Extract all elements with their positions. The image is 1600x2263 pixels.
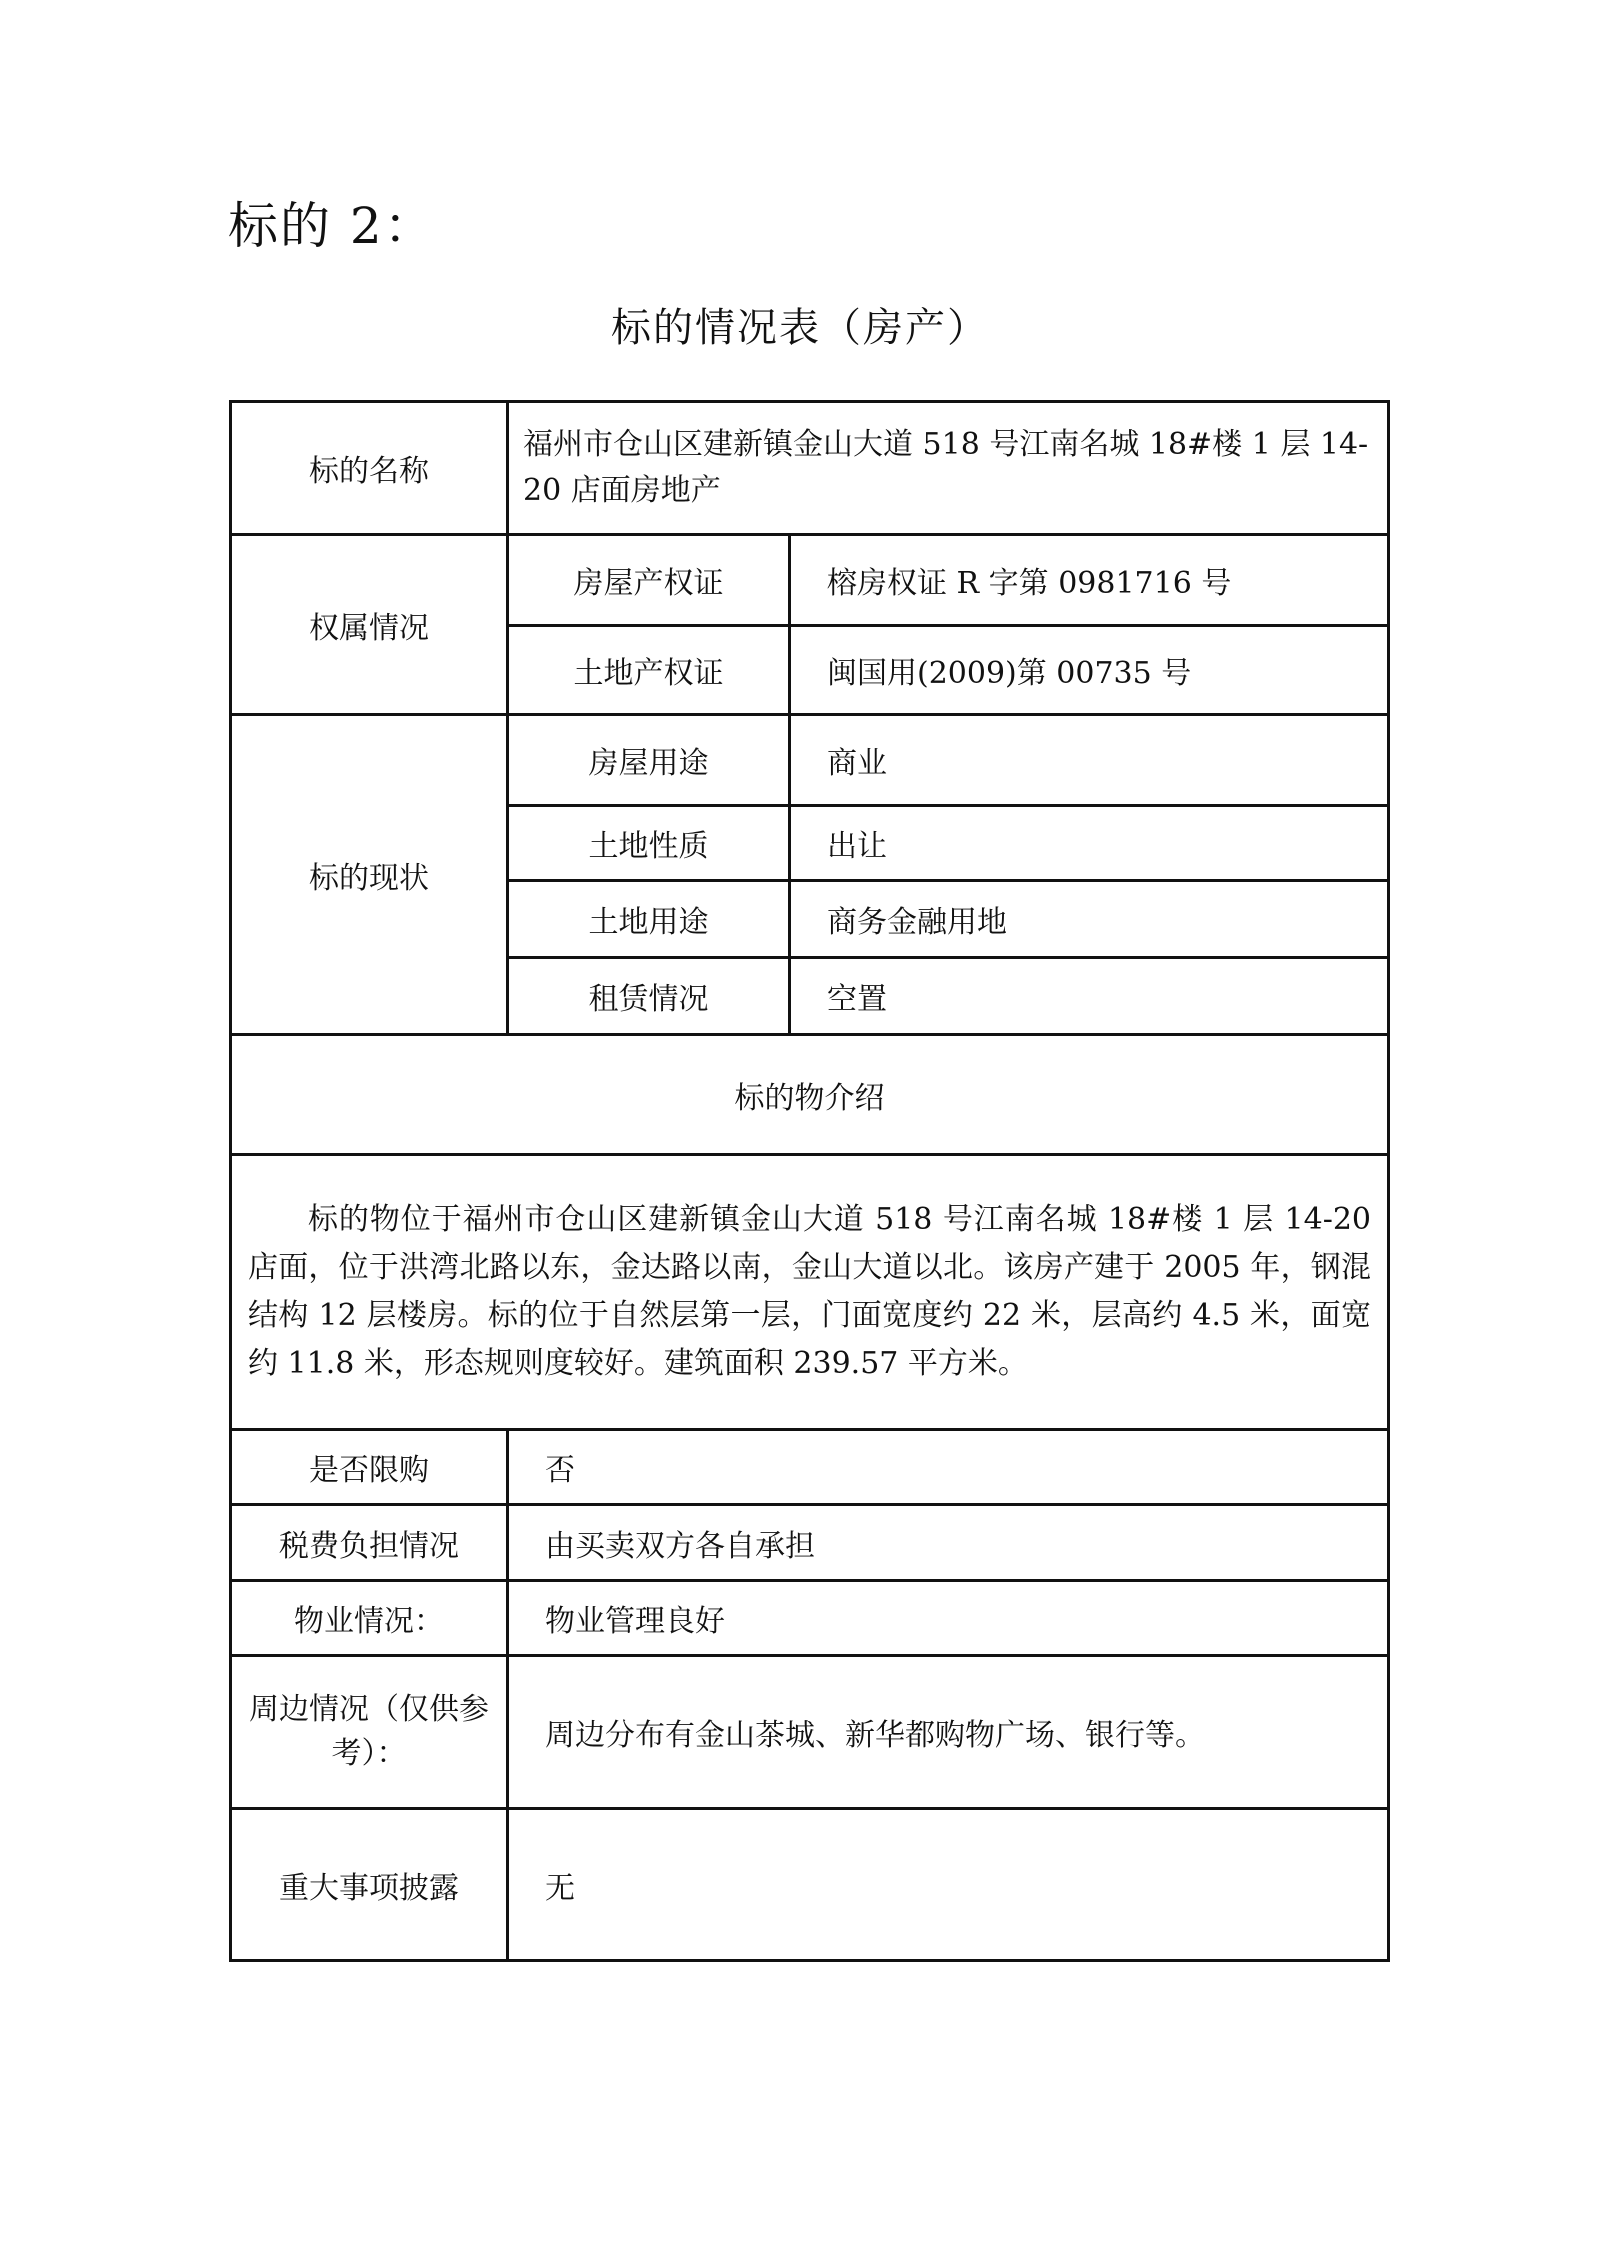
row-intro-header [231,1035,1389,1155]
page-heading: 标的 2： [228,197,436,255]
property-management-label: 物业情况： [231,1581,508,1656]
disclosure-label: 重大事项披露 [231,1809,508,1961]
lease-status-label: 租赁情况 [508,958,790,1035]
row-tax [231,1505,1389,1581]
intro-text: 标的物位于福州市仓山区建新镇金山大道 518 号江南名城 18#楼 1 层 14-20 店面，位于洪湾北路以东，金达路以南，金山大道以北。该房产建于 2005 年，钢混结构 12 层楼房。标的位于自然层第一层，门面宽度约 22 米，层高约 4.5 米，面宽约 11.8 米，形态规则度较好。建筑面积 239.57 平方米。 [231,1155,1389,1430]
house-certificate-label: 房屋产权证 [508,535,790,626]
row-surroundings [231,1656,1389,1809]
tax-value: 由买卖双方各自承担 [508,1505,1389,1581]
row-intro-text [231,1155,1389,1430]
land-certificate-value: 闽国用(2009)第 00735 号 [790,626,1389,715]
purchase-limit-label: 是否限购 [231,1430,508,1505]
property-info-table [229,400,1390,1962]
property-name-label: 标的名称 [231,402,508,535]
house-certificate-value: 榕房权证 R 字第 0981716 号 [790,535,1389,626]
lease-status-value: 空置 [790,958,1389,1035]
row-property-management [231,1581,1389,1656]
purchase-limit-value: 否 [508,1430,1389,1505]
land-nature-value: 出让 [790,806,1389,881]
ownership-label: 权属情况 [231,535,508,715]
land-certificate-label: 土地产权证 [508,626,790,715]
document-title: 标的情况表（房产） [611,305,989,351]
intro-header: 标的物介绍 [231,1035,1389,1155]
row-disclosure [231,1809,1389,1961]
land-usage-label: 土地用途 [508,881,790,958]
property-management-value: 物业管理良好 [508,1581,1389,1656]
row-ownership-1 [231,535,1389,626]
land-usage-value: 商务金融用地 [790,881,1389,958]
house-usage-label: 房屋用途 [508,715,790,806]
surroundings-value: 周边分布有金山茶城、新华都购物广场、银行等。 [508,1656,1389,1809]
row-status-1 [231,715,1389,806]
row-purchase-limit [231,1430,1389,1505]
land-nature-label: 土地性质 [508,806,790,881]
house-usage-value: 商业 [790,715,1389,806]
tax-label: 税费负担情况 [231,1505,508,1581]
surroundings-label: 周边情况（仅供参考）： [231,1656,508,1809]
property-name-value: 福州市仓山区建新镇金山大道 518 号江南名城 18#楼 1 层 14-20 店面房地产 [508,402,1389,535]
disclosure-value: 无 [508,1809,1389,1961]
status-label: 标的现状 [231,715,508,1035]
row-property-name [231,402,1389,535]
